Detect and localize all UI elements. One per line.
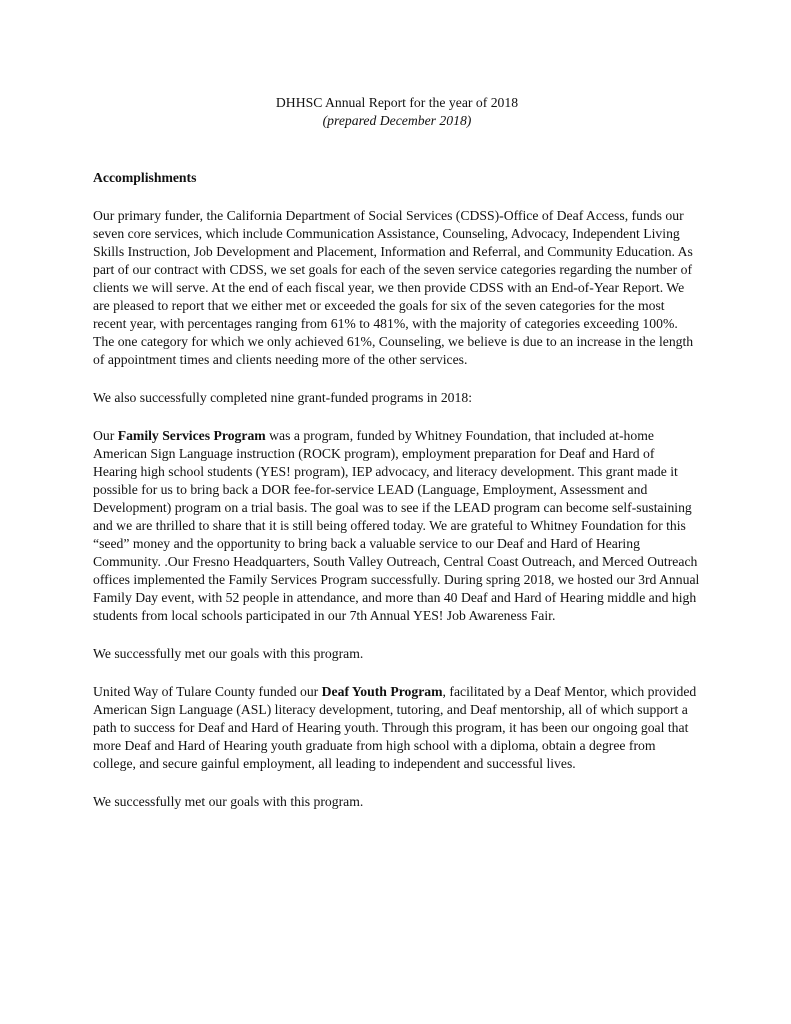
paragraph-goals-met-family: We successfully met our goals with this program. [93,646,364,661]
paragraph-deaf-youth-program [93,683,701,773]
document-header [93,94,701,130]
section-heading-accomplishments: Accomplishments [93,170,197,185]
document-subtitle: (prepared December 2018) [322,113,472,128]
document-page [93,94,701,811]
program-name-family-services: Family Services Program [117,428,266,443]
paragraph-text: was a program, funded by Whitney Foundation, that included at-home American Sign Language instruction (ROCK program), employment preparation for Deaf and Hard of Hearing high school students (YES! program), IEP advocacy, and literacy development. This grant made it possible for us to bring back a DOR fee-for-service LEAD (Language, Employment, Assessment and Development) program on a trial basis. The goal was to see if the LEAD program can become self-sustaining and we are thrilled to share that it is still being offered today. We are grateful to Whitney Foundation for this “seed” money and the opportunity to bring back a valuable service to our Deaf and Hard of Hearing Community. .Our Fresno Headquarters, South Valley Outreach, Central Coast Outreach, and Merced Outreach offices implemented the Family Services Program successfully. During spring 2018, we hosted our 3rd Annual Family Day event, with 52 people in attendance, and more than 40 Deaf and Hard of Hearing middle and high students from local schools participated in our 7th Annual YES! Job Awareness Fair. [93,428,700,623]
paragraph-family-services-program [93,427,701,625]
program-name-deaf-youth: Deaf Youth Program [321,684,443,699]
paragraph-goals-met-youth: We successfully met our goals with this program. [93,794,364,809]
paragraph-text: United Way of Tulare County funded our [93,684,322,699]
paragraph-core-services: Our primary funder, the California Department of Social Services (CDSS)-Office of Deaf Access, funds our seven core services, which include Communication Assistance, Counseling, Advocacy, Independent Living Skills Instruction, Job Development and Placement, Information and Referral, and Community Education. As part of our contract with CDSS, we set goals for each of the seven service categories regarding the number of clients we will serve. At the end of each fiscal year, we then provide CDSS with an End-of-Year Report. We are pleased to report that we either met or exceeded the goals for six of the seven categories for the most recent year, with percentages ranging from 61% to 481%, with the majority of categories exceeding 100%. The one category for which we only achieved 61%, Counseling, we believe is due to an increase in the length of appointment times and clients needing more of the other services. [93,208,694,367]
paragraph-text: , facilitated by a Deaf Mentor, which provided American Sign Language (ASL) literacy development, tutoring, and Deaf mentorship, all of which support a path to success for Deaf and Hard of Hearing youth. Through this program, it has been our ongoing goal that more Deaf and Hard of Hearing youth graduate from high school with a diploma, obtain a degree from college, and secure gainful employment, all leading to independent and successful lives. [93,684,697,771]
paragraph-grant-programs-intro: We also successfully completed nine grant-funded programs in 2018: [93,390,473,405]
paragraph-text: Our [93,428,118,443]
document-title: DHHSC Annual Report for the year of 2018 [275,95,519,110]
